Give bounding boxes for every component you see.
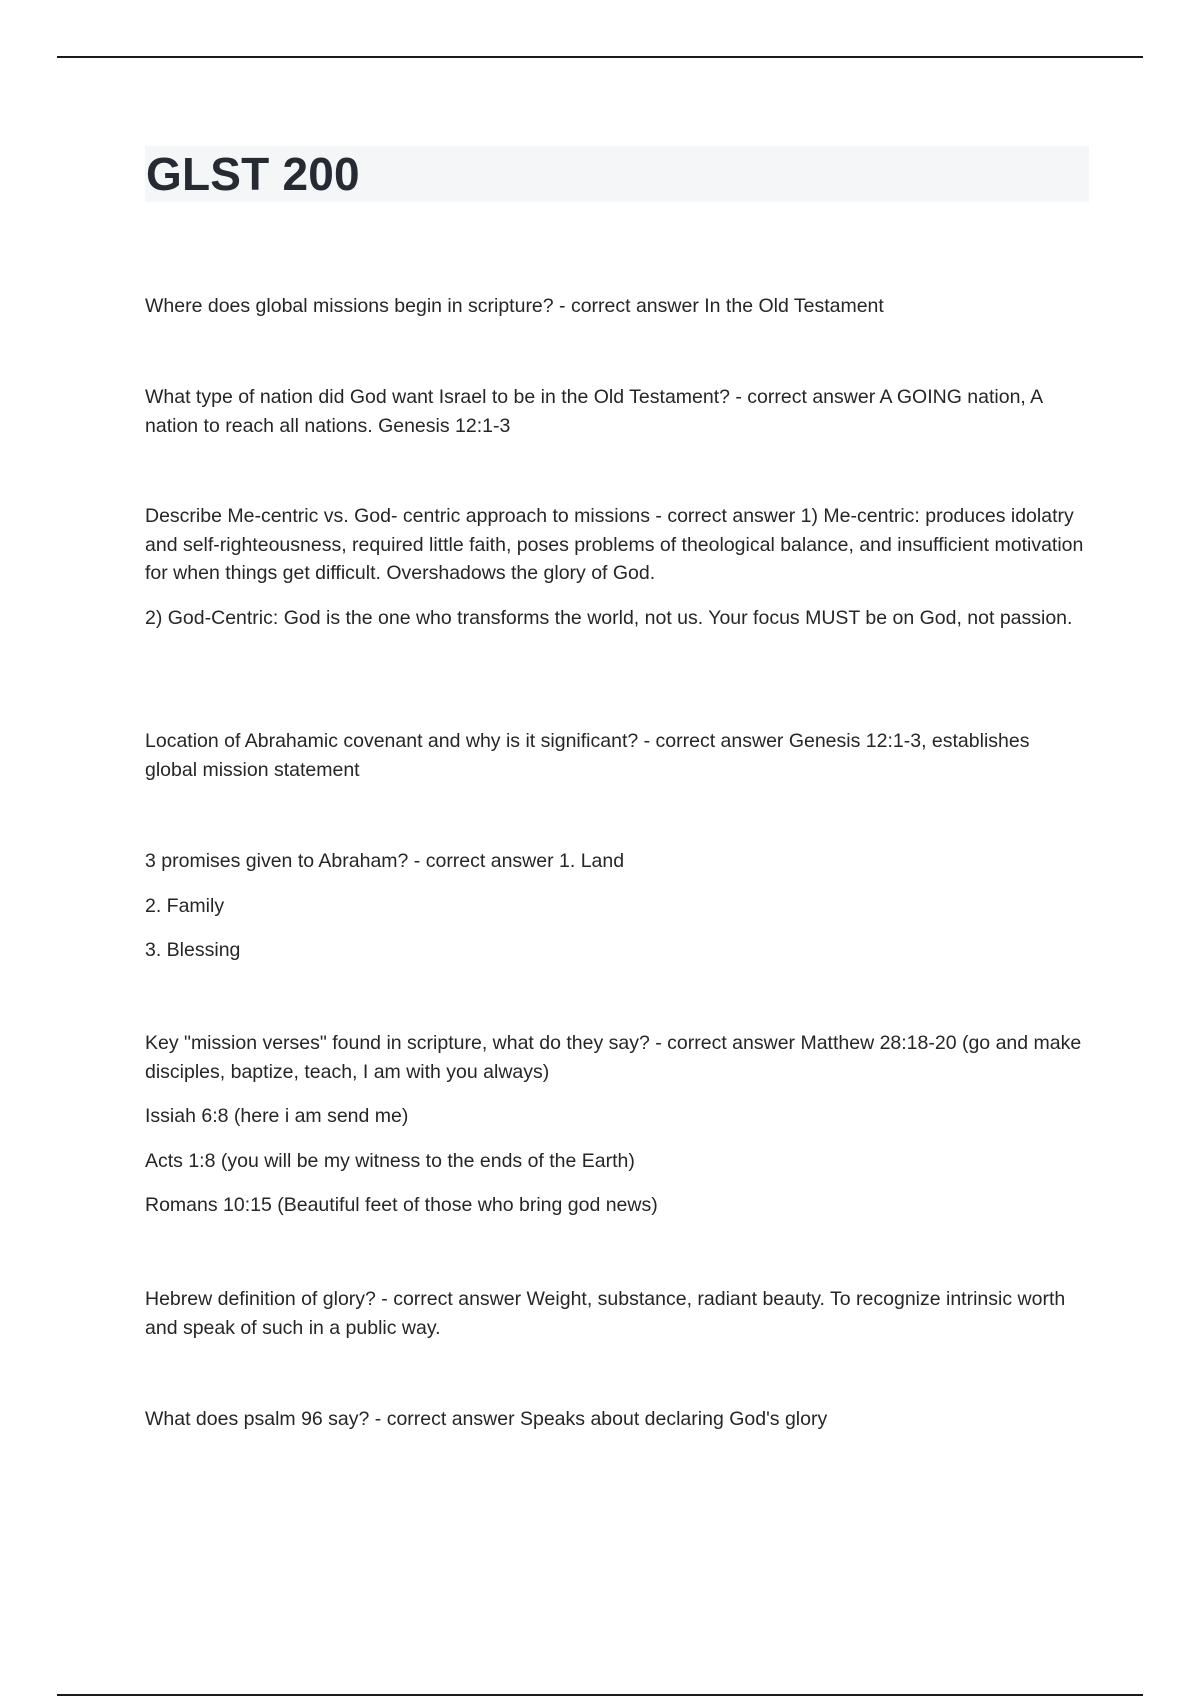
bottom-rule	[57, 1694, 1143, 1696]
qa-paragraph: Issiah 6:8 (here i am send me)	[145, 1105, 409, 1127]
top-rule	[57, 56, 1143, 58]
qa-paragraph: Hebrew definition of glory? - correct answer Weight, substance, radiant beauty. To recognize intrinsic worth and speak of such in a public way.	[145, 1288, 1066, 1339]
document-title: GLST 200	[146, 148, 360, 200]
qa-paragraph: Acts 1:8 (you will be my witness to the ends of the Earth)	[145, 1149, 635, 1172]
qa-entry-4	[145, 727, 1085, 784]
qa-entry-5	[145, 847, 1085, 965]
qa-entry-8	[145, 1405, 1085, 1434]
qa-paragraph: Where does global missions begin in scripture? - correct answer In the Old Testament	[145, 295, 884, 317]
qa-entry-6	[145, 1029, 1085, 1220]
qa-paragraph: 3 promises given to Abraham? - correct answer 1. Land	[145, 850, 625, 872]
qa-entry-3	[145, 502, 1085, 632]
qa-paragraph: Key "mission verses" found in scripture, what do they say? - correct answer Matthew 28:18-20 (go and make disciples, baptize, teach, I am with you always)	[145, 1032, 1082, 1083]
qa-paragraph: Location of Abrahamic covenant and why is it significant? - correct answer Genesis 12:1-3, establishes global mission statement	[145, 730, 1030, 781]
qa-paragraph: 3. Blessing	[145, 939, 241, 961]
qa-paragraph: What type of nation did God want Israel to be in the Old Testament? - correct answer A GOING nation, A nation to reach all nations. Genesis 12:1-3	[145, 386, 1043, 437]
qa-paragraph: Describe Me-centric vs. God- centric approach to missions - correct answer 1) Me-centric: produces idolatry and self-righteousness, required little faith, poses problems of theological balance, and insufficient motivation for when things get difficult. Overshadows the glory of God.	[145, 505, 1084, 584]
qa-entry-7	[145, 1285, 1085, 1342]
qa-entry-1	[145, 292, 1085, 321]
qa-paragraph: Romans 10:15 (Beautiful feet of those who bring god news)	[145, 1194, 658, 1216]
qa-paragraph: 2. Family	[145, 894, 225, 917]
qa-paragraph: What does psalm 96 say? - correct answer Speaks about declaring God's glory	[145, 1408, 828, 1430]
qa-paragraph: 2) God-Centric: God is the one who transforms the world, not us. Your focus MUST be on God, not passion.	[145, 606, 1073, 629]
qa-entry-2	[145, 383, 1085, 440]
